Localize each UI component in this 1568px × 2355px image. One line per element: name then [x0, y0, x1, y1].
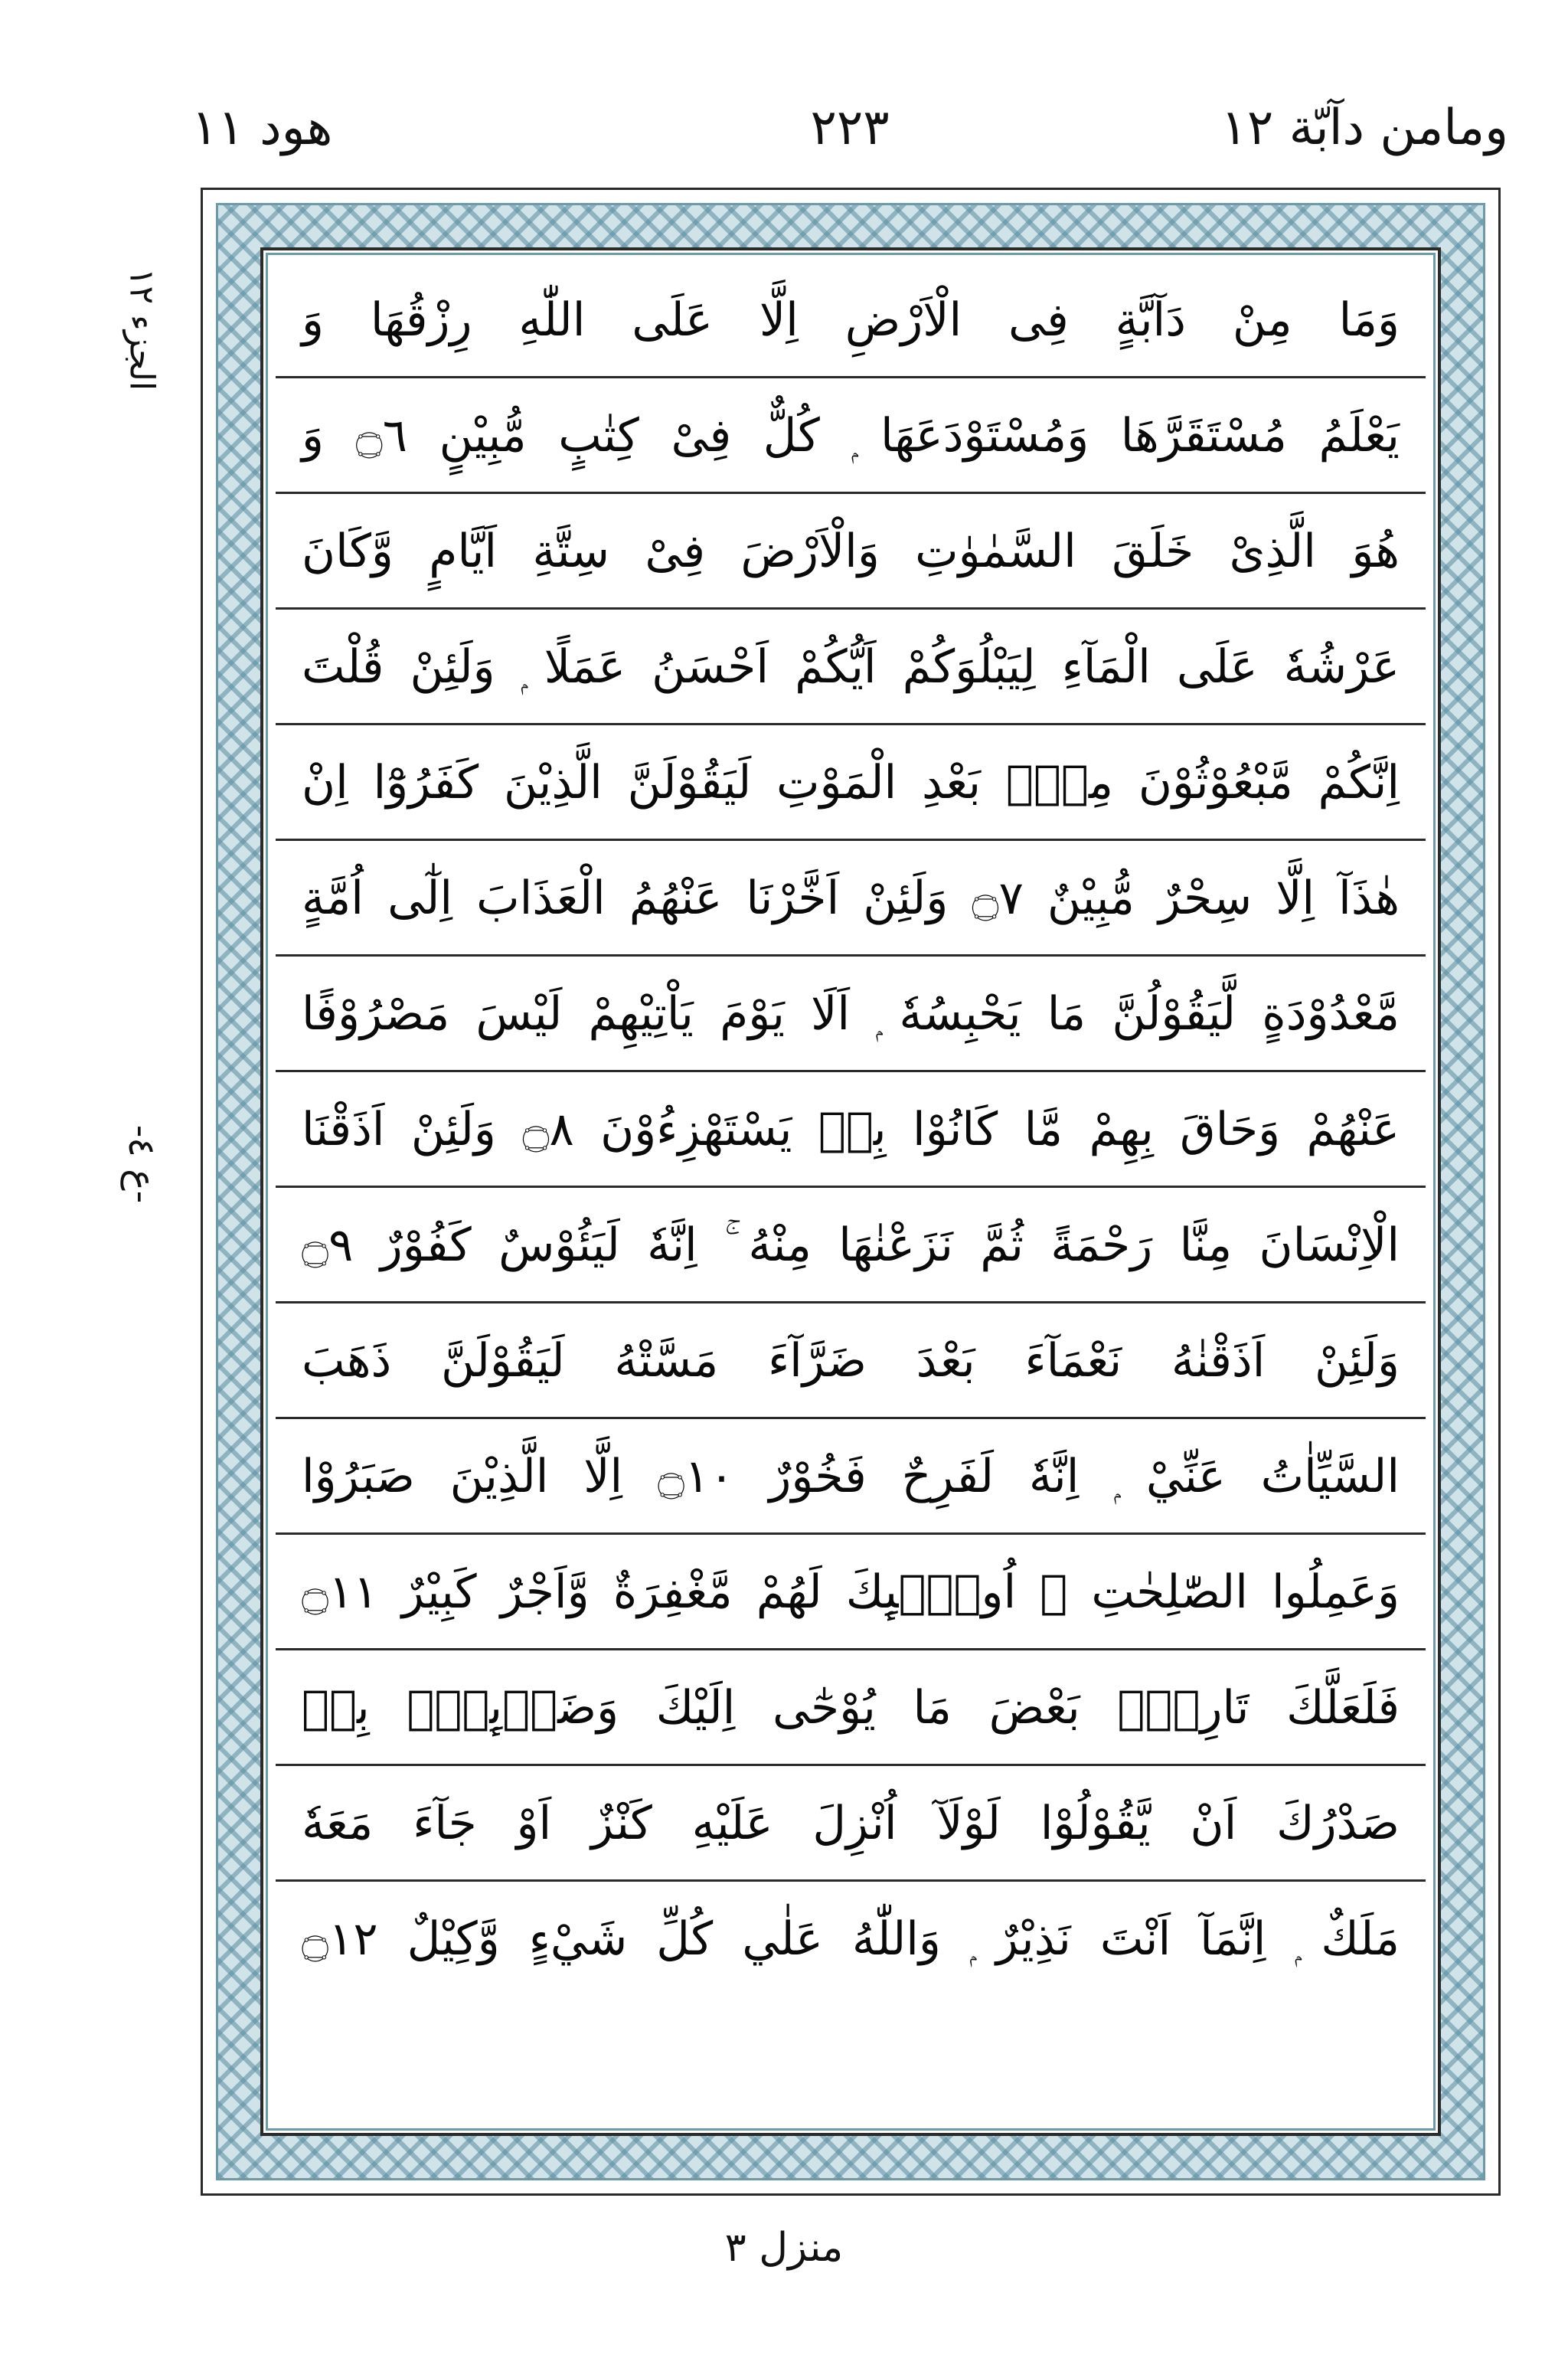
- page-header: [191, 100, 1508, 184]
- verse-line: هُوَ الَّذِىْ خَلَقَ السَّمٰوٰتِ وَالْاَرْضَ فِىْ سِتَّةِ اَيَّامٍ وَّكَانَ: [276, 494, 1426, 610]
- verse-line: عَرْشُهٗ عَلَى الْمَآءِ لِيَبْلُوَكُمْ اَيُّكُمْ اَحْسَنُ عَمَلًا ۭ وَلَئِنْ قُلْتَ: [276, 610, 1426, 725]
- verse-line: فَلَعَلَّكَ تَارِكٌۢ بَعْضَ مَا يُوْحٰٓى اِلَيْكَ وَضَاۗىِٕقٌۢ بِهٖ: [276, 1650, 1426, 1766]
- verse-line: السَّيِّاٰتُ عَنِّيْ ۭ اِنَّهٗ لَفَرِحٌ فَخُوْرٌ ۝١٠ اِلَّا الَّذِيْنَ صَبَرُوْا: [276, 1419, 1426, 1535]
- ruku-label-text: -ع ٤-: [120, 1124, 163, 1204]
- surah-name: هود ١١: [191, 100, 333, 156]
- verse-line: هٰذَآ اِلَّا سِحْرٌ مُّبِيْنٌ ۝٧ وَلَئِنْ اَخَّرْنَا عَنْهُمُ الْعَذَابَ اِلٰٓى اُمَّةٍ: [276, 841, 1426, 957]
- verse-line: عَنْهُمْ وَحَاقَ بِهِمْ مَّا كَانُوْا بِهٖ يَسْتَهْزِءُوْنَ ۝٨ وَلَئِنْ اَذَقْنَا: [276, 1072, 1426, 1188]
- manzil-footer: منزل ٣: [724, 2225, 844, 2271]
- juz-label-text: الجزء ١٢: [122, 267, 162, 391]
- verse-line: مَلَكٌ ۭ اِنَّمَآ اَنْتَ نَذِيْرٌ ۭ وَاللّٰهُ عَلٰي كُلِّ شَيْءٍ وَّكِيْلٌ ۝١٢: [302, 1912, 1400, 1966]
- page-number: ٢٢٣: [810, 100, 890, 156]
- verse-line: يَعْلَمُ مُسْتَقَرَّهَا وَمُسْتَوْدَعَهَا ۭ كُلٌّ فِىْ كِتٰبٍ مُّبِيْنٍ ۝٦ وَ: [276, 378, 1426, 494]
- verse-line: وَلَئِنْ اَذَقْنٰهُ نَعْمَآءَ بَعْدَ ضَرَّآءَ مَسَّتْهُ لَيَقُوْلَنَّ ذَهَبَ: [276, 1303, 1426, 1419]
- juz-margin-label: [100, 253, 184, 406]
- verse-lines: [276, 263, 1426, 2121]
- verse-line: وَمَا مِنْ دَآبَّةٍ فِى الْاَرْضِ اِلَّا عَلَى اللّٰهِ رِزْقُهَا وَ: [276, 263, 1426, 378]
- ruku-margin-label: [107, 1088, 176, 1241]
- verse-line: وَعَمِلُوا الصّٰلِحٰتِ ۭ اُولٰۗىِٕكَ لَهُمْ مَّغْفِرَةٌ وَّاَجْرٌ كَبِيْرٌ ۝١١: [276, 1535, 1426, 1650]
- verse-line: اِنَّكُمْ مَّبْعُوْثُوْنَ مِنْۢ بَعْدِ الْمَوْتِ لَيَقُوْلَنَّ الَّذِيْنَ كَفَرُوْٓا اِنْ: [276, 725, 1426, 841]
- verse-line: صَدْرُكَ اَنْ يَّقُوْلُوْا لَوْلَآ اُنْزِلَ عَلَيْهِ كَنْزٌ اَوْ جَآءَ مَعَهٗ: [276, 1766, 1426, 1882]
- verse-line: الْاِنْسَانَ مِنَّا رَحْمَةً ثُمَّ نَزَعْنٰهَا مِنْهُ ۚ اِنَّهٗ لَيَئُوْسٌ كَفُوْرٌ ۝٩: [276, 1188, 1426, 1303]
- para-name: ومامن دآبّة ١٢: [1220, 100, 1508, 156]
- verse-line: مَّعْدُوْدَةٍ لَّيَقُوْلُنَّ مَا يَحْبِسُهٗ ۭ اَلَا يَوْمَ يَاْتِيْهِمْ لَيْسَ مَصْرُوْفًا: [276, 957, 1426, 1072]
